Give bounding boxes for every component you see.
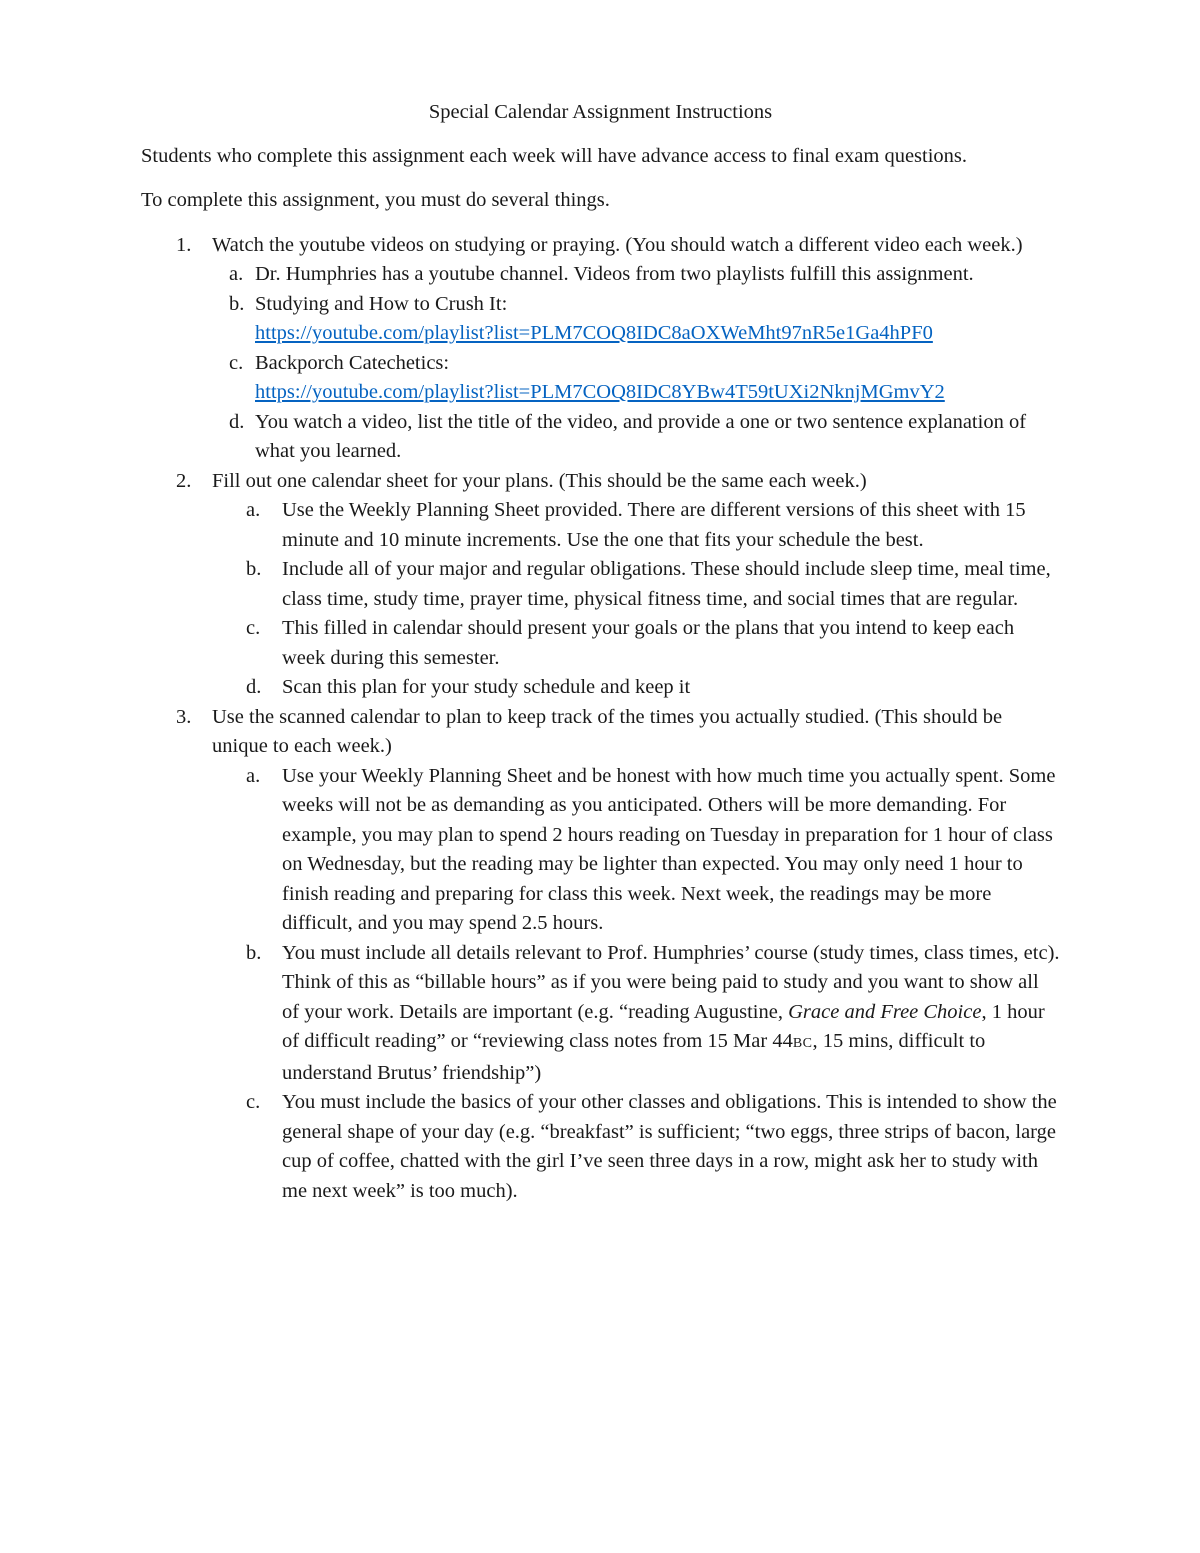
list-item-text: Dr. Humphries has a youtube channel. Videos from two playlists fulfill this assignment.: [255, 263, 974, 285]
sublist-item: [141, 496, 1060, 555]
list-marker: b.: [246, 558, 262, 580]
list-marker: d.: [229, 410, 245, 433]
list-item-text: Use the Weekly Planning Sheet provided. There are different versions of this sheet with 15 minute and 10 minute increments. Use the one that fits your schedule the best.: [282, 499, 1026, 551]
list-item-3: [141, 703, 1060, 1207]
list-item-text: Use your Weekly Planning Sheet and be honest with how much time you actually spent. Some weeks will not be as demanding as you anticipated. Others will be more demanding. For example, you may plan to spend 2 hours reading on Tuesday in preparation for 1 hour of class on Wednesday, but the reading may be lighter than expected. You may only need 1 hour to finish reading and preparing for class this week. Next week, the readings may be more difficult, and you may spend 2.5 hours.: [282, 764, 1056, 934]
text-run: , 15 mins, difficult to understand Brutus’ friendship”): [282, 1030, 986, 1084]
list-marker: 1.: [176, 233, 192, 256]
sublist-item: [141, 290, 1060, 349]
list-item-text: You watch a video, list the title of the video, and provide a one or two sentence explanation of what you learned.: [255, 410, 1027, 462]
text-run: You must include all details relevant to Prof. Humphries’ course (study times, class times, etc). Think of this as “billable hours” as if you were being paid to study and you want to show all of your work. Details are important (e.g. “reading Augustine,: [282, 941, 1060, 1023]
sublist-item: [141, 673, 1060, 703]
list-item-text: You must include the basics of your other classes and obligations. This is intended to show the general shape of your day (e.g. “breakfast” is sufficient; “two eggs, three strips of bacon, large cup of coffee, chatted with the girl I’ve seen three days in a row, might ask her to study with me next week” is too much).: [282, 1091, 1057, 1202]
list-marker: 2.: [176, 469, 192, 492]
sublist-2: [141, 496, 1060, 703]
sublist-1: [141, 260, 1060, 467]
document-title: Special Calendar Assignment Instructions: [428, 101, 773, 123]
list-marker: d.: [246, 676, 262, 698]
sublist-item: [141, 349, 1060, 408]
list-item-text: Backporch Catechetics:: [255, 351, 450, 374]
lead-paragraph: To complete this assignment, you must do several things.: [141, 189, 610, 211]
text-run: , 1 hour of difficult reading” or “reviewing class notes from 15 Mar 44: [282, 1000, 1045, 1052]
list-marker: b.: [229, 292, 245, 315]
instruction-list: [141, 231, 1060, 1207]
list-marker: a.: [246, 499, 261, 521]
list-marker: a.: [229, 263, 244, 285]
list-item-2: [141, 467, 1060, 703]
playlist-link-backporch[interactable]: https://youtube.com/playlist?list=PLM7COQ8IDC8YBw4T59tUXi2NknjMGmvY2: [255, 381, 945, 403]
list-item-text: Fill out one calendar sheet for your plans. (This should be the same each week.): [212, 469, 867, 492]
sublist-item: [141, 614, 1060, 673]
intro-paragraph: Students who complete this assignment each week will have advance access to final exam questions.: [141, 144, 968, 167]
list-item-text: Include all of your major and regular obligations. These should include sleep time, meal time, class time, study time, prayer time, physical fitness time, and social times that are regular.: [282, 558, 1051, 610]
list-item-text: [282, 942, 1060, 1084]
book-title: Grace and Free Choice: [788, 1000, 982, 1023]
sublist-item: [141, 939, 1060, 1089]
list-marker: a.: [246, 764, 261, 787]
sublist-item: [141, 762, 1060, 939]
playlist-link-studying[interactable]: https://youtube.com/playlist?list=PLM7COQ8IDC8aOXWeMht97nR5e1Ga4hPF0: [255, 322, 933, 344]
list-marker: 3.: [176, 705, 192, 728]
list-marker: c.: [246, 1091, 261, 1113]
list-item-text: Studying and How to Crush It:: [255, 292, 508, 315]
list-marker: c.: [229, 351, 244, 374]
sublist-item: [141, 1088, 1060, 1206]
sublist-item: [141, 408, 1060, 467]
list-item-text: This filled in calendar should present your goals or the plans that you intend to keep each week during this semester.: [282, 617, 1015, 669]
list-item-1: [141, 231, 1060, 467]
sublist-3: [141, 762, 1060, 1207]
list-item-text: Watch the youtube videos on studying or praying. (You should watch a different video each week.): [212, 233, 1023, 256]
list-marker: b.: [246, 941, 262, 964]
list-item-text: Use the scanned calendar to plan to keep track of the times you actually studied. (This should be unique to each week.): [212, 705, 1003, 757]
list-marker: c.: [246, 617, 261, 639]
list-item-text: Scan this plan for your study schedule and keep it: [282, 676, 691, 698]
sublist-item: [141, 260, 1060, 290]
era-abbreviation: BC: [792, 1036, 813, 1051]
sublist-item: [141, 555, 1060, 614]
